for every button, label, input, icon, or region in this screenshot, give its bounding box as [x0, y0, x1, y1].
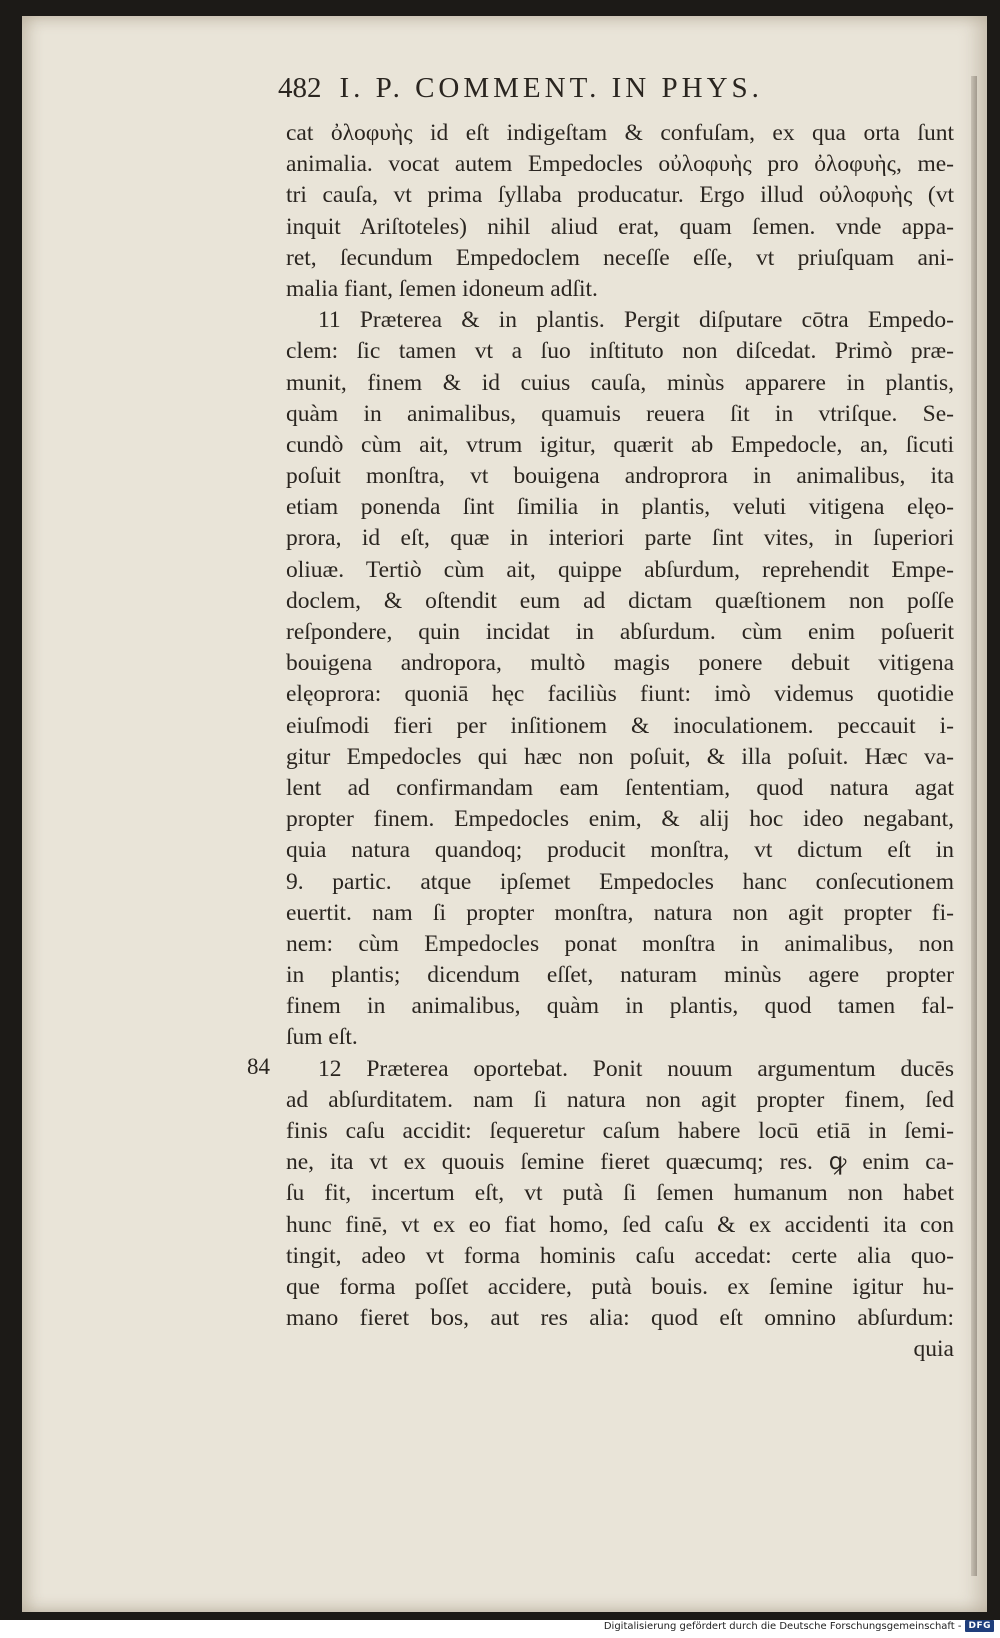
text-line: poſuit monſtra, vt bouigena androprora in animalibus, ita: [286, 463, 954, 490]
text-line: eiuſmodi fieri per inſitionem & inoculationem. peccauit i-: [286, 712, 954, 739]
text-line: etiam ponenda ſint ſimilia in plantis, veluti vitigena elęo-: [286, 494, 954, 521]
text-line: tri cauſa, vt prima ſyllaba producatur. Ergo illud οὐλοφυὴς (vt: [286, 182, 954, 209]
text-line: euertit. nam ſi propter monſtra, natura non agit propter fi-: [286, 899, 954, 926]
text-line: doclem, & oſtendit eum ad dictam quæſtionem non poſſe: [286, 587, 954, 614]
dfg-logo: DFG: [965, 1620, 994, 1632]
text-line: munit, finem & id cuius cauſa, minùs apparere in plantis,: [286, 369, 954, 396]
text-line: ad abſurditatem. nam ſi natura non agit propter finem, ſed: [286, 1086, 954, 1113]
text-line: clem: ſic tamen vt a ſuo inſtituto non diſcedat. Primò præ-: [286, 338, 954, 365]
text-line: quia: [913, 1336, 954, 1363]
text-line: 11 Præterea & in plantis. Pergit diſputare cōtra Empedo-: [318, 307, 954, 334]
text-line: mano fieret bos, aut res alia: quod eſt omnino abſurdum:: [286, 1305, 954, 1332]
text-line: lent ad confirmandam eam ſententiam, quod natura agat: [286, 774, 954, 801]
text-line: inquit Ariſtoteles) nihil aliud erat, quam ſemen. vnde appa-: [286, 213, 954, 240]
text-line: 12 Præterea oportebat. Ponit nouum argumentum ducēs: [318, 1055, 954, 1082]
running-header: [278, 72, 888, 112]
text-line: animalia. vocat autem Empedocles οὐλοφυὴς pro ὀλοφυὴς, me-: [286, 151, 954, 178]
text-line: malia fiant, ſemen idoneum adſit.: [286, 275, 598, 302]
text-line: finem in animalibus, quàm in plantis, quod tamen fal-: [286, 993, 954, 1020]
text-line: hunc finē, vt ex eo fiat homo, ſed caſu & ex accidenti ita con: [286, 1211, 954, 1238]
text-line: cat ὀλοφυὴς id eſt indigeſtam & confuſam, ex qua orta ſunt: [286, 120, 954, 146]
text-line: propter finem. Empedocles enim, & alij hoc ideo negabant,: [286, 806, 954, 833]
text-line: ſu fit, incertum eſt, vt putà ſi ſemen humanum non habet: [286, 1180, 954, 1207]
body-text: [286, 118, 954, 1366]
text-line: quia natura quandoq; producit monſtra, vt dictum eſt in: [286, 837, 954, 864]
text-line: prora, id eſt, quæ in interiori parte ſint vites, in ſuperiori: [286, 525, 954, 552]
text-line: quàm in animalibus, quamuis reuera ſit in vtriſque. Se-: [286, 400, 954, 427]
text-line: 9. partic. atque ipſemet Empedocles hanc conſecutionem: [286, 868, 954, 895]
text-line: bouigena andropora, multò magis ponere debuit vitigena: [286, 650, 954, 677]
text-line: ſum eſt.: [286, 1024, 358, 1051]
text-line: finis caſu accidit: ſequeretur caſum habere locū etiā in ſemi-: [286, 1118, 954, 1144]
text-line: nem: cùm Empedocles ponat monſtra in animalibus, non: [286, 930, 954, 957]
text-line: reſpondere, quin incidat in abſurdum. cùm enim poſuerit: [286, 619, 954, 645]
text-line: cundò cùm ait, vtrum igitur, quærit ab Empedocle, an, ſicuti: [286, 431, 954, 458]
text-line: tingit, adeo vt forma hominis caſu accedat: certe alia quo-: [286, 1242, 954, 1269]
text-line: ret, ſecundum Empedoclem neceſſe eſſe, vt priuſquam ani-: [286, 244, 954, 271]
marginal-number: 84: [247, 1054, 270, 1079]
text-line: que forma poſſet accidere, putà bouis. ex ſemine igitur hu-: [286, 1273, 954, 1300]
text-line: ne, ita vt ex quouis ſemine fieret quæcumq; res. ꝙ enim ca-: [286, 1149, 954, 1176]
page-number: 482: [278, 72, 322, 104]
text-line: in plantis; dicendum eſſet, naturam minùs agere propter: [286, 962, 954, 989]
text-line: elęoprora: quoniā hęc faciliùs fiunt: imò videmus quotidie: [286, 681, 954, 708]
footer-credit-text: Digitalisierung gefördert durch die Deutsche Forschungsgemeinschaft -: [603, 1620, 962, 1632]
digitization-footer: [0, 1620, 1000, 1638]
page-edge-shadow: [971, 76, 977, 1576]
text-line: gitur Empedocles qui hæc non poſuit, & illa poſuit. Hæc va-: [286, 743, 954, 770]
text-line: oliuæ. Tertiò cùm ait, quippe abſurdum, reprehendit Empe-: [286, 556, 954, 583]
running-title: I. P. COMMENT. IN PHYS.: [339, 72, 763, 104]
